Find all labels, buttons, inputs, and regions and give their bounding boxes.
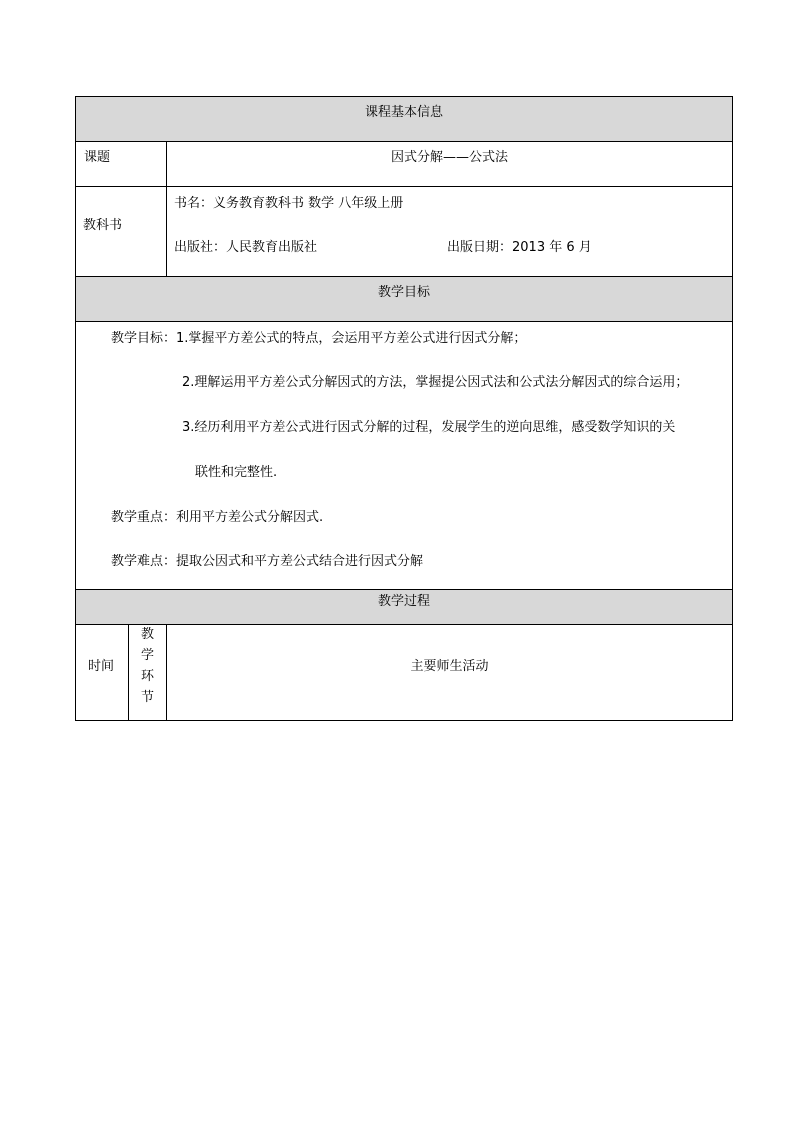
textbook-label: 教科书 — [83, 218, 123, 233]
key-point: 教学重点：利用平方差公式分解因式. — [111, 510, 324, 525]
objective-1: 教学目标：1.掌握平方差公式的特点，会运用平方差公式进行因式分解； — [111, 331, 527, 346]
stage-label-1: 教 — [140, 627, 154, 642]
process-header: 教学过程 — [377, 594, 430, 609]
lesson-plan-table — [75, 96, 733, 721]
objective-3b: 联性和完整性. — [195, 465, 278, 480]
objectives-header: 教学目标 — [377, 285, 430, 300]
stage-label-3: 环 — [140, 669, 154, 684]
stage-label-4: 节 — [140, 690, 154, 705]
topic-label: 课题 — [84, 150, 111, 165]
book-name: 书名：义务教育教科书 数学 八年级上册 — [174, 196, 404, 211]
publish-date: 出版日期：2013 年 6 月 — [447, 240, 592, 255]
basic-info-header: 课程基本信息 — [364, 105, 443, 120]
topic-value: 因式分解——公式法 — [390, 150, 508, 165]
stage-label-2: 学 — [140, 648, 154, 663]
objective-2: 2.理解运用平方差公式分解因式的方法，掌握提公因式法和公式法分解因式的综合运用； — [182, 375, 689, 390]
time-label: 时间 — [88, 659, 115, 674]
activity-label: 主要师生活动 — [410, 659, 489, 674]
objective-3a: 3.经历利用平方差公式进行因式分解的过程，发展学生的逆向思维，感受数学知识的关 — [182, 420, 676, 435]
process-header-row — [76, 590, 732, 624]
objectives-header-row — [76, 277, 732, 321]
basic-info-header-row — [76, 97, 732, 141]
publisher: 出版社：人民教育出版社 — [174, 240, 318, 255]
difficulty: 教学难点：提取公因式和平方差公式结合进行因式分解 — [111, 554, 424, 569]
